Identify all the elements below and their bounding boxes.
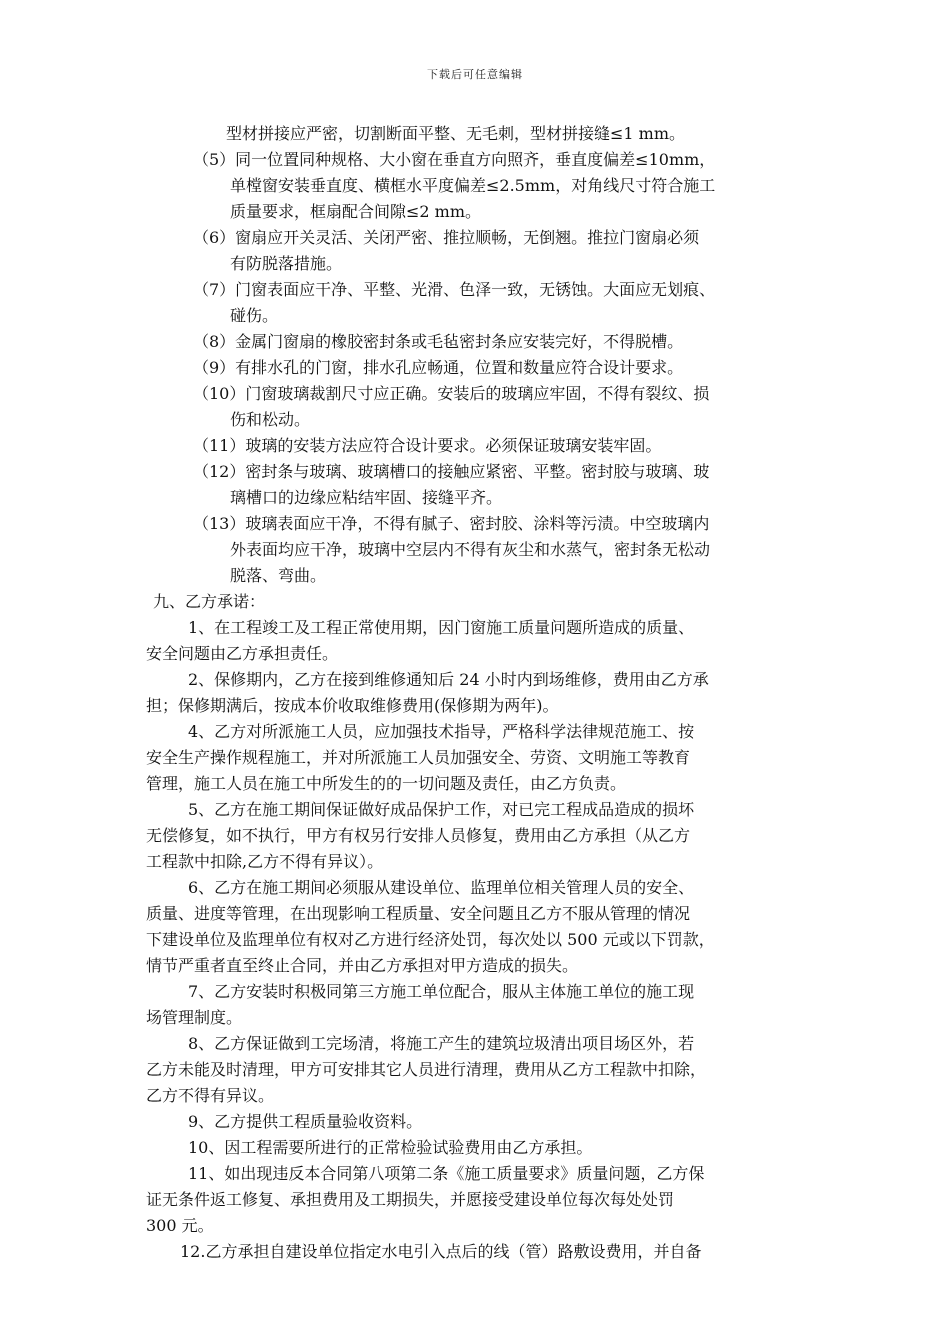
text-line: （5）同一位置同种规格、大小窗在垂直方向照齐，垂直度偏差≤10mm， xyxy=(193,150,716,169)
text-line: 型材拼接应严密，切割断面平整、无毛刺，型材拼接缝≤1 mm。 xyxy=(226,124,686,143)
text-line: 6、乙方在施工期间必须服从建设单位、监理单位相关管理人员的安全、 xyxy=(188,878,695,897)
text-line: 管理，施工人员在施工中所发生的的一切问题及责任，由乙方负责。 xyxy=(146,774,627,793)
text-line: 8、乙方保证做到工完场清，将施工产生的建筑垃圾清出项目场区外，若 xyxy=(188,1034,695,1053)
text-line: （12）密封条与玻璃、玻璃槽口的接触应紧密、平整。密封胶与玻璃、玻 xyxy=(193,462,710,481)
text-line: 碰伤。 xyxy=(230,306,279,325)
text-line: 2、保修期内，乙方在接到维修通知后 24 小时内到场维修，费用由乙方承 xyxy=(188,670,709,689)
text-line: （13）玻璃表面应干净，不得有腻子、密封胶、涂料等污渍。中空玻璃内 xyxy=(193,514,710,533)
text-line: 质量要求，框扇配合间隙≤2 mm。 xyxy=(230,202,482,221)
text-line: （9）有排水孔的门窗，排水孔应畅通，位置和数量应符合设计要求。 xyxy=(193,358,684,377)
text-line: 璃槽口的边缘应粘结牢固、接缝平齐。 xyxy=(230,488,503,507)
text-line: 5、乙方在施工期间保证做好成品保护工作，对已完工程成品造成的损坏 xyxy=(188,800,695,819)
text-line: 伤和松动。 xyxy=(230,410,311,429)
text-line: 10、因工程需要所进行的正常检验试验费用由乙方承担。 xyxy=(188,1138,593,1157)
text-line: 下建设单位及监理单位有权对乙方进行经济处罚，每次处以 500 元或以下罚款， xyxy=(146,930,715,949)
text-line: （8）金属门窗扇的橡胶密封条或毛毡密封条应安装完好，不得脱槽。 xyxy=(193,332,684,351)
text-line: 担；保修期满后，按成本价收取维修费用(保修期为两年)。 xyxy=(146,696,559,715)
text-line: 单樘窗安装垂直度、横框水平度偏差≤2.5mm，对角线尺寸符合施工 xyxy=(230,176,716,195)
text-line: （6）窗扇应开关灵活、关闭严密、推拉顺畅，无倒翘。推拉门窗扇必须 xyxy=(193,228,700,247)
text-line: 12.乙方承担自建设单位指定水电引入点后的线（管）路敷设费用，并自备 xyxy=(180,1242,702,1261)
text-line: 9、乙方提供工程质量验收资料。 xyxy=(188,1112,423,1131)
text-line: 安全生产操作规程施工，并对所派施工人员加强安全、劳资、文明施工等教育 xyxy=(146,748,691,767)
page-header-note: 下载后可任意编辑 xyxy=(427,68,523,81)
text-line: 1、在工程竣工及工程正常使用期，因门窗施工质量问题所造成的质量、 xyxy=(188,618,695,637)
text-line: 无偿修复，如不执行，甲方有权另行安排人员修复，费用由乙方承担（从乙方 xyxy=(146,826,691,845)
text-line: （7）门窗表面应干净、平整、光滑、色泽一致，无锈蚀。大面应无划痕、 xyxy=(193,280,716,299)
text-line: 工程款中扣除,乙方不得有异议）。 xyxy=(146,852,384,871)
text-line: 质量、进度等管理，在出现影响工程质量、安全问题且乙方不服从管理的情况 xyxy=(146,904,691,923)
text-line: 300 元。 xyxy=(146,1216,214,1235)
text-line: 场管理制度。 xyxy=(146,1008,243,1027)
text-line: 有防脱落措施。 xyxy=(230,254,343,273)
text-line: 乙方未能及时清理，甲方可安排其它人员进行清理，费用从乙方工程款中扣除， xyxy=(146,1060,707,1079)
text-line: 证无条件返工修复、承担费用及工期损失，并愿接受建设单位每次每处处罚 xyxy=(146,1190,675,1209)
text-line: 安全问题由乙方承担责任。 xyxy=(146,644,339,663)
text-line: （10）门窗玻璃裁割尺寸应正确。安装后的玻璃应牢固，不得有裂纹、损 xyxy=(193,384,710,403)
text-line: 情节严重者直至终止合同，并由乙方承担对甲方造成的损失。 xyxy=(146,956,579,975)
section-heading: 九、乙方承诺： xyxy=(153,592,266,611)
text-line: 乙方不得有异议。 xyxy=(146,1086,275,1105)
text-line: 脱落、弯曲。 xyxy=(230,566,327,585)
text-line: 11、如出现违反本合同第八项第二条《施工质量要求》质量问题，乙方保 xyxy=(188,1164,705,1183)
text-line: 外表面均应干净，玻璃中空层内不得有灰尘和水蒸气，密封条无松动 xyxy=(230,540,711,559)
text-line: 4、乙方对所派施工人员，应加强技术指导，严格科学法律规范施工、按 xyxy=(188,722,695,741)
text-line: （11）玻璃的安装方法应符合设计要求。必须保证玻璃安装牢固。 xyxy=(193,436,662,455)
text-line: 7、乙方安装时积极同第三方施工单位配合，服从主体施工单位的施工现 xyxy=(188,982,695,1001)
